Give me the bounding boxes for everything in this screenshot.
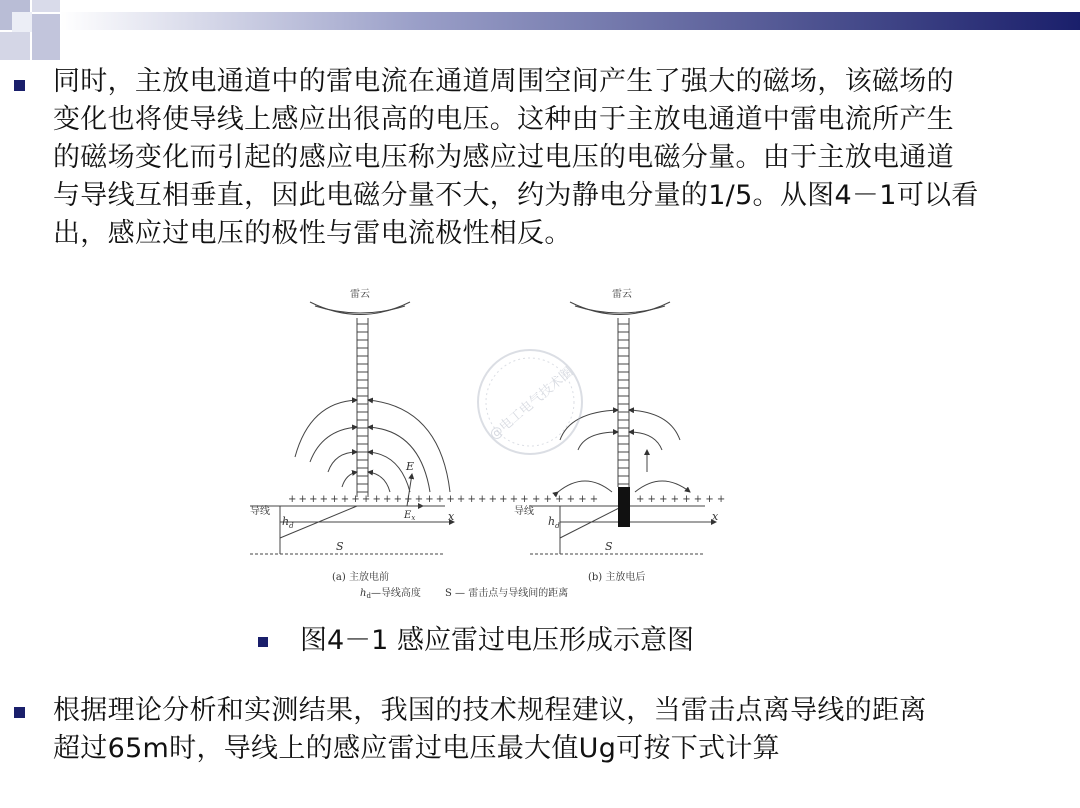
cloud-label-a: 雷云 [350,289,370,300]
x-axis-label-b: x [712,510,719,523]
caption-b: (b) 主放电后 [588,572,646,583]
hd-label-b: $h_d$ [548,515,560,530]
watermark-seal [478,350,582,454]
wire-label-a: 导线 [250,506,270,517]
watermark-text: @电工电气技术圈 [486,364,577,444]
plus-charges-b-left: + + + + + + [532,494,599,505]
paragraph-line: 出，感应过电压的极性与雷电流极性相反。 [53,218,572,249]
paragraph-1 [53,63,1063,253]
paragraph-2 [53,692,1063,768]
induced-overvoltage-diagram [240,282,740,616]
x-axis-label-a: x [448,510,455,523]
legend-hd: $h_d—$导线高度 [360,588,421,600]
hd-label-a: $h_d$ [282,515,294,530]
paragraph-line: 的磁场变化而引起的感应电压称为感应过电压的电磁分量。由于主放电通道 [53,142,954,173]
title-band [0,0,1080,62]
cloud-label-b: 雷云 [612,289,632,300]
paragraph-line: 变化也将使导线上感应出很高的电压。这种由于主放电通道中雷电流所产生 [53,104,954,135]
plus-charges-b-right: + + + + + + + + [636,494,726,505]
ex-field-label: $E_x$ [404,510,416,522]
paragraph-line: 与导线互相垂直，因此电磁分量不大，约为静电分量的1/5。从图4－1可以看 [53,180,979,211]
s-label-b: S [605,540,613,553]
bullet-icon [14,80,25,91]
bullet-icon [258,637,268,647]
wire-label-b: 导线 [514,506,534,517]
s-label-a: S [336,540,344,553]
paragraph-line: 同时，主放电通道中的雷电流在通道周围空间产生了强大的磁场，该磁场的 [53,66,954,97]
paragraph-line: 根据理论分析和实测结果，我国的技术规程建议，当雷击点离导线的距离 [53,695,927,726]
plus-charges-a: + + + + + + + + + + + + + + + + + + + + + + + [288,494,529,505]
bullet-icon [14,707,25,718]
legend-s: S — 雷击点与导线间的距离 [445,588,569,599]
figure-caption: 图4－1 感应雷过电压形成示意图 [300,625,694,656]
paragraph-line: 超过65m时，导线上的感应雷过电压最大值Ug可按下式计算 [53,733,780,764]
caption-a: (a) 主放电前 [332,572,389,583]
e-field-label: E [406,460,415,473]
